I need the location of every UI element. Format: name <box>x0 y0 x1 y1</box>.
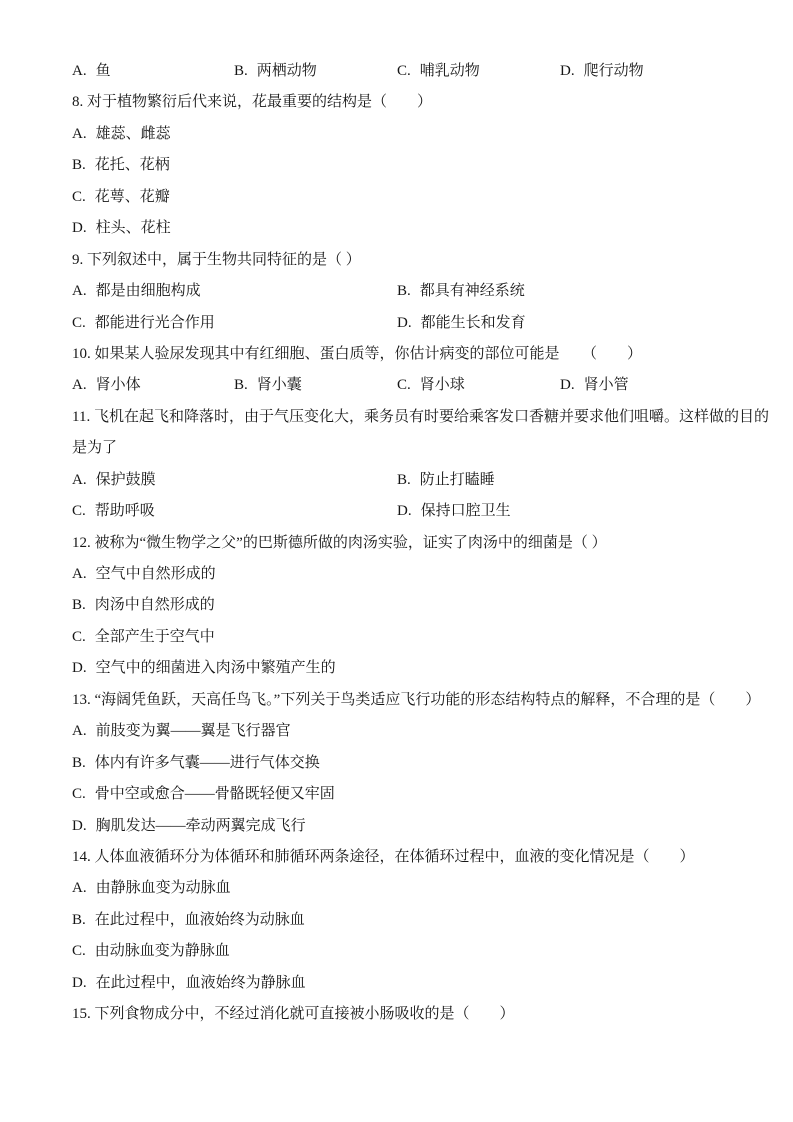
option-text: 空气中自然形成的 <box>95 566 216 582</box>
option-item <box>72 653 793 684</box>
option-text: 柱头、花柱 <box>95 220 171 237</box>
option-cell <box>234 370 302 401</box>
option-cell <box>72 308 215 339</box>
option-item <box>72 716 793 747</box>
option-cell <box>72 276 201 307</box>
option-item <box>72 559 793 590</box>
option-label: A. <box>72 125 87 142</box>
option-text: 肾小球 <box>419 377 465 394</box>
option-label: A. <box>72 880 87 897</box>
options-row <box>72 276 793 307</box>
option-text: 爬行动物 <box>583 63 644 79</box>
option-cell <box>397 308 526 339</box>
question-stem: 10. 如果某人验尿发现其中有红细胞、蛋白质等，你估计病变的部位可能是 （ ） <box>72 345 643 362</box>
option-label: A. <box>72 377 87 394</box>
option-label: C. <box>72 628 86 645</box>
question-stem: 14. 人体血液循环分为体循环和肺循环两条途径，在体循环过程中，血液的变化情况是（ ） <box>72 848 695 865</box>
option-cell <box>72 56 111 87</box>
option-text: 胸肌发达——牵动两翼完成飞行 <box>95 817 306 834</box>
option-text: 由动脉血变为静脉血 <box>94 943 230 960</box>
option-item <box>72 873 793 904</box>
options-row <box>72 496 793 527</box>
option-item <box>72 968 793 999</box>
option-text: 肾小体 <box>95 377 141 394</box>
option-item <box>72 590 793 621</box>
option-item <box>72 811 793 842</box>
option-text: 哺乳动物 <box>419 63 480 79</box>
option-item <box>72 213 793 244</box>
option-label: D. <box>72 660 87 677</box>
option-item <box>72 182 793 213</box>
option-label: D. <box>397 314 412 331</box>
option-text: 防止打瞌睡 <box>419 471 495 488</box>
options-row <box>72 56 793 87</box>
option-text: 在此过程中，血液始终为动脉血 <box>94 911 305 928</box>
options-row <box>72 370 793 401</box>
option-text: 鱼 <box>95 63 111 79</box>
option-text: 保护鼓膜 <box>95 471 156 488</box>
option-label: B. <box>397 283 411 300</box>
option-label: A. <box>72 63 87 79</box>
option-label: C. <box>397 377 411 394</box>
option-item <box>72 905 793 936</box>
option-cell <box>72 496 155 527</box>
question-stem-continuation: 是为了 <box>72 440 118 457</box>
option-label: B. <box>72 157 86 174</box>
option-label: D. <box>560 377 575 394</box>
question-stem: 9. 下列叙述中，属于生物共同特征的是（ ） <box>72 251 361 268</box>
option-label: B. <box>72 911 86 928</box>
options-row <box>72 308 793 339</box>
option-text: 雄蕊、雌蕊 <box>95 125 171 142</box>
option-text: 由静脉血变为动脉血 <box>95 880 231 897</box>
option-label: B. <box>234 63 248 79</box>
option-label: D. <box>397 503 412 520</box>
option-text: 花萼、花瓣 <box>94 188 170 205</box>
option-label: C. <box>72 314 86 331</box>
option-label: C. <box>72 188 86 205</box>
option-text: 都能生长和发育 <box>420 314 526 331</box>
option-cell <box>234 56 317 87</box>
option-item <box>72 748 793 779</box>
option-item <box>72 622 793 653</box>
option-label: A. <box>72 723 87 740</box>
option-cell <box>72 370 141 401</box>
option-label: B. <box>72 754 86 771</box>
option-text: 在此过程中，血液始终为静脉血 <box>95 974 306 991</box>
option-label: D. <box>560 63 575 79</box>
option-text: 全部产生于空气中 <box>94 628 215 645</box>
question-stem: 12. 被称为“微生物学之父”的巴斯德所做的肉汤实验，证实了肉汤中的细菌是（ ） <box>72 534 607 551</box>
option-label: C. <box>397 63 411 79</box>
option-item <box>72 119 793 150</box>
option-label: D. <box>72 220 87 237</box>
question-stem: 15. 下列食物成分中，不经过消化就可直接被小肠吸收的是（ ） <box>72 1006 515 1023</box>
option-cell <box>397 496 511 527</box>
option-cell <box>397 370 465 401</box>
option-cell <box>560 370 629 401</box>
option-item <box>72 779 793 810</box>
question-stem: 11. 飞机在起飞和降落时，由于气压变化大，乘务员有时要给乘客发口香糖并要求他们咀嚼。这样做的目的 <box>72 408 769 425</box>
option-text: 肉汤中自然形成的 <box>94 597 215 614</box>
option-text: 都具有神经系统 <box>419 283 525 300</box>
option-label: A. <box>72 283 87 300</box>
option-text: 花托、花柄 <box>94 157 170 174</box>
option-label: D. <box>72 817 87 834</box>
option-text: 都能进行光合作用 <box>94 314 215 331</box>
option-text: 体内有许多气囊——进行气体交换 <box>94 754 320 771</box>
option-label: B. <box>72 597 86 614</box>
option-text: 都是由细胞构成 <box>95 283 201 300</box>
option-label: C. <box>72 786 86 803</box>
option-label: A. <box>72 471 87 488</box>
option-cell <box>397 465 495 496</box>
option-label: C. <box>72 503 86 520</box>
option-text: 骨中空或愈合——骨骼既轻便又牢固 <box>94 786 335 803</box>
option-text: 两栖动物 <box>256 63 317 79</box>
question-stem: 8. 对于植物繁衍后代来说，花最重要的结构是（ ） <box>72 94 433 111</box>
option-cell <box>397 56 480 87</box>
option-text: 保持口腔卫生 <box>420 503 511 520</box>
option-text: 肾小囊 <box>256 377 302 394</box>
options-row <box>72 465 793 496</box>
question-list <box>72 56 793 1031</box>
option-text: 空气中的细菌进入肉汤中繁殖产生的 <box>95 660 336 677</box>
option-text: 帮助呼吸 <box>94 503 155 520</box>
option-text: 肾小管 <box>583 377 629 394</box>
option-cell <box>397 276 525 307</box>
option-label: B. <box>234 377 248 394</box>
question-stem: 13. “海阔凭鱼跃，天高任鸟飞。”下列关于鸟类适应飞行功能的形态结构特点的解释，不合理的是（ ） <box>72 691 761 708</box>
option-item <box>72 936 793 967</box>
option-text: 前肢变为翼——翼是飞行器官 <box>95 723 291 740</box>
option-cell <box>72 465 156 496</box>
option-label: D. <box>72 974 87 991</box>
option-cell <box>560 56 644 87</box>
option-item <box>72 150 793 181</box>
option-label: C. <box>72 943 86 960</box>
option-label: A. <box>72 566 87 582</box>
option-label: B. <box>397 471 411 488</box>
